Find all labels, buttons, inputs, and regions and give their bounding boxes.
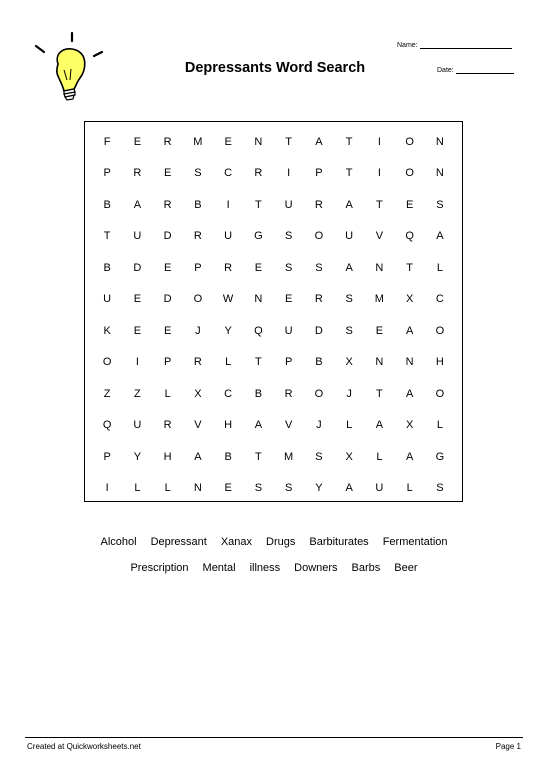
word-list-item: Fermentation [382,536,448,548]
grid-letter: T [345,167,353,180]
grid-letter: V [194,419,202,432]
grid-letter: S [284,482,293,495]
grid-letter: S [436,482,444,495]
grid-letter: R [224,261,233,274]
word-list-item: Mental [202,562,236,574]
grid-letter: F [103,135,111,148]
grid-letter: Y [133,450,142,463]
grid-letter: U [133,419,142,432]
grid-letter: X [405,419,414,432]
grid-letter: D [314,324,323,337]
grid-letter: B [254,387,263,400]
word-list-item: Downers [294,562,338,574]
grid-letter: R [193,356,202,369]
grid-letter: A [254,419,263,432]
grid-letter: R [314,293,323,306]
lightbulb-icon [28,30,108,105]
grid-letter: B [194,198,202,211]
grid-letter: B [103,261,111,274]
grid-letter: M [193,135,203,148]
grid-letter: J [195,324,201,337]
grid-letter: E [133,293,142,306]
grid-letter: R [163,419,172,432]
word-list-item: Barbiturates [309,536,369,548]
date-label: Date: [437,67,454,74]
grid-letter: Z [134,387,141,400]
grid-letter: L [436,419,443,432]
grid-letter: V [284,419,293,432]
grid-letter: L [436,261,443,274]
grid-letter: A [345,198,353,211]
name-label: Name: [397,42,418,49]
word-search-grid [84,121,463,502]
grid-letter: Y [315,482,323,495]
grid-letter: B [103,198,111,211]
grid-letter: L [346,419,353,432]
grid-letter: P [103,450,111,463]
grid-letter: O [314,387,324,400]
page-number: Page 1 [495,742,521,751]
grid-letter: P [103,167,111,180]
grid-letter: S [254,482,263,495]
grid-letter: E [224,135,232,148]
grid-letter: Y [224,324,232,337]
grid-letter: D [163,230,172,243]
grid-letter: S [284,261,293,274]
grid-letter: B [315,356,323,369]
grid-letter: E [254,261,263,274]
grid-letter: J [346,387,352,400]
grid-letter: X [194,387,202,400]
grid-letter: I [226,198,230,211]
grid-letter: N [193,482,202,495]
grid-letter: O [435,387,445,400]
grid-letter: E [163,261,172,274]
grid-letter: Z [103,387,111,400]
grid-letter: A [375,419,384,432]
grid-letter: S [284,230,293,243]
grid-letter: S [194,167,202,180]
grid-letter: G [435,450,445,463]
grid-letter: S [315,261,323,274]
grid-letter: E [133,324,142,337]
grid-letter: T [376,198,383,211]
word-list-item: Depressant [150,536,207,548]
grid-letter: A [405,324,414,337]
grid-letter: N [375,356,384,369]
grid-letter: N [254,135,263,148]
grid-letter: N [375,261,384,274]
grid-letter: U [345,230,354,243]
grid-letter: U [284,324,293,337]
grid-letter: T [406,261,413,274]
grid-letter: N [254,293,263,306]
grid-letter: K [103,324,111,337]
grid-letter: T [285,135,292,148]
grid-letter: E [163,324,172,337]
grid-letter: A [436,230,444,243]
grid-letter: R [254,167,263,180]
grid-letter: L [376,450,383,463]
grid-letter: S [345,293,353,306]
grid-letter: C [224,387,233,400]
word-list-item: Drugs [266,536,296,548]
grid-letter: E [133,135,142,148]
grid-letter: X [405,293,414,306]
grid-letter: C [224,167,233,180]
grid-letter: T [376,387,383,400]
grid-letter: U [103,293,112,306]
grid-letter: T [345,135,353,148]
grid-letter: A [345,261,353,274]
word-list-item: illness [249,562,281,574]
grid-letter: D [163,293,172,306]
grid-letter: B [224,450,232,463]
grid-letter: E [375,324,384,337]
grid-letter: E [405,198,414,211]
grid-letter: T [255,198,262,211]
grid-letter: Q [254,324,263,337]
word-list-item: Beer [394,562,418,574]
grid-letter: I [105,482,109,495]
page-title: Depressants Word Search [184,60,366,76]
grid-letter: O [102,356,112,369]
grid-letter: O [314,230,324,243]
letter-grid [85,126,462,501]
name-field[interactable] [397,41,512,49]
grid-letter: A [315,135,323,148]
grid-letter: T [103,230,111,243]
name-line[interactable] [420,41,512,49]
word-list-item: Barbs [351,562,381,574]
grid-letter: H [224,419,233,432]
grid-letter: A [345,482,353,495]
grid-letter: L [406,482,413,495]
grid-letter: A [133,198,142,211]
word-list-item: Xanax [220,536,253,548]
grid-letter: N [435,167,444,180]
grid-letter: H [163,450,172,463]
footer-divider [25,737,523,738]
grid-letter: P [163,356,172,369]
date-line[interactable] [456,66,514,74]
grid-letter: R [133,167,142,180]
grid-letter: N [405,356,414,369]
grid-letter: R [163,198,172,211]
grid-letter: X [345,450,353,463]
grid-letter: R [163,135,172,148]
grid-letter: R [284,387,293,400]
grid-letter: I [377,135,381,148]
grid-letter: E [224,482,232,495]
grid-letter: L [164,387,171,400]
grid-letter: A [405,450,414,463]
grid-letter: O [435,324,445,337]
grid-letter: P [284,356,293,369]
grid-letter: W [222,293,234,306]
grid-letter: U [284,198,293,211]
grid-letter: S [315,450,323,463]
grid-letter: M [284,450,294,463]
grid-letter: T [255,450,262,463]
grid-letter: D [133,261,142,274]
grid-letter: P [194,261,202,274]
grid-letter: X [345,356,353,369]
grid-letter: L [164,482,171,495]
grid-letter: L [225,356,232,369]
grid-letter: Q [405,230,414,243]
grid-letter: T [255,356,262,369]
grid-letter: E [284,293,293,306]
grid-letter: S [345,324,353,337]
grid-letter: S [436,198,444,211]
grid-letter: I [135,356,139,369]
grid-letter: O [193,293,203,306]
grid-letter: E [163,167,172,180]
grid-letter: N [435,135,444,148]
grid-letter: O [405,135,414,148]
word-list-item: Alcohol [100,536,137,548]
grid-letter: U [133,230,142,243]
grid-letter: A [405,387,414,400]
footer-credit: Created at Quickworksheets.net [27,742,141,751]
grid-letter: V [375,230,384,243]
grid-letter: L [134,482,141,495]
grid-letter: M [374,293,384,306]
grid-letter: H [435,356,444,369]
word-list-item: Prescription [130,562,189,574]
grid-letter: O [405,167,414,180]
grid-letter: U [375,482,384,495]
grid-letter: P [315,167,323,180]
grid-letter: I [287,167,291,180]
grid-letter: R [314,198,323,211]
grid-letter: I [377,167,381,180]
grid-letter: A [194,450,202,463]
date-field[interactable] [437,66,514,74]
grid-letter: C [435,293,444,306]
grid-letter: G [254,230,263,243]
grid-letter: J [316,419,322,432]
grid-letter: U [224,230,233,243]
grid-letter: Q [102,419,112,432]
word-list [70,529,478,581]
grid-letter: R [193,230,202,243]
